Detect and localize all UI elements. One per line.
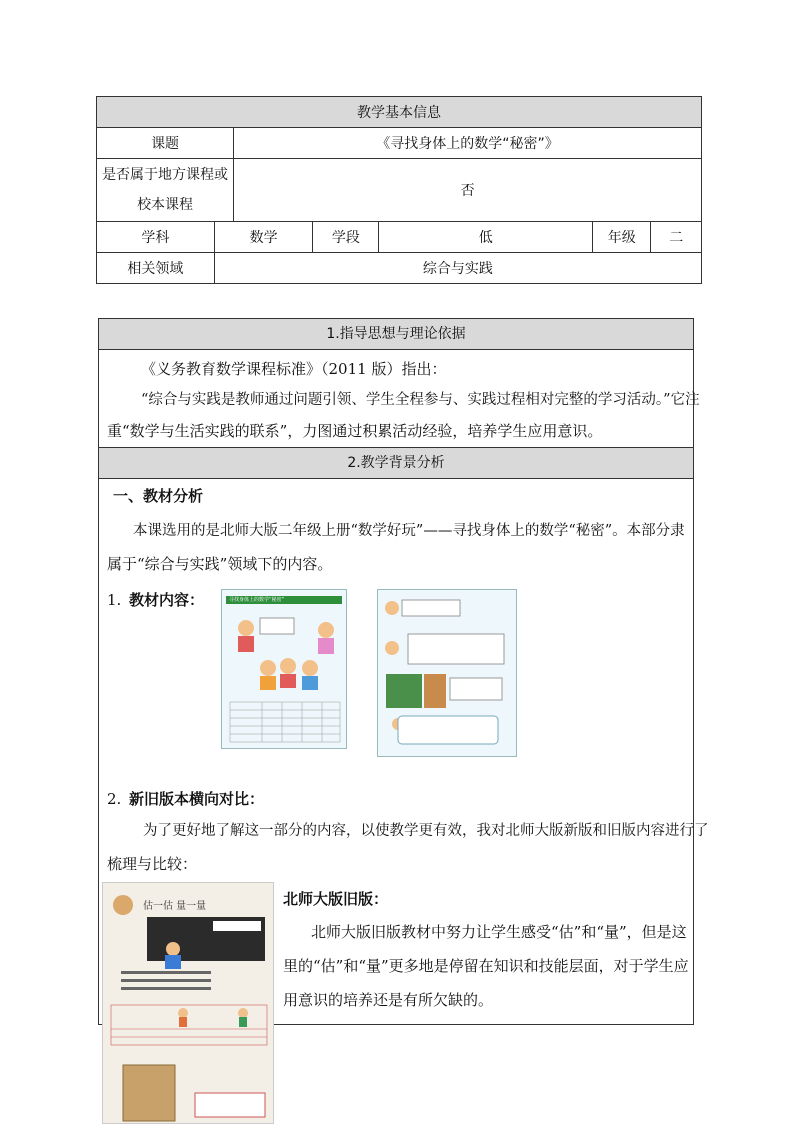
old-version-line3: 用意识的培养还是有所欠缺的。	[283, 991, 494, 1009]
item1-number: 1.	[107, 591, 122, 609]
item1-title: 教材内容：	[129, 591, 205, 609]
grade-value: 二	[651, 222, 702, 253]
old-version-line1: 北师大版旧版教材中努力让学生感受“估”和“量”，但是这	[311, 923, 687, 941]
basic-info-table	[96, 96, 702, 284]
section2-para2-line2: 梳理与比较：	[107, 855, 198, 873]
topic-value: 《寻找身体上的数学“秘密”》	[234, 128, 702, 159]
textbook-right-illustration	[378, 590, 516, 756]
section2-para1-line2: 属于“综合与实践”领域下的内容。	[107, 555, 333, 573]
item2-title: 新旧版本横向对比：	[129, 790, 265, 808]
textbook-left-title: 寻找身体上的数学“秘密”	[226, 596, 342, 604]
local-course-label-line1: 是否属于地方课程或	[102, 167, 229, 183]
textbook-page-right	[377, 589, 517, 757]
old-textbook-illustration	[103, 883, 273, 1123]
section2-heading: 一、教材分析	[113, 487, 204, 505]
stage-value: 低	[379, 222, 593, 253]
textbook-page-left	[221, 589, 347, 749]
table-header: 教学基本信息	[97, 97, 702, 128]
section1-title: 1.指导思想与理论依据	[99, 319, 693, 350]
local-course-value: 否	[234, 159, 702, 222]
old-textbook-photo	[102, 882, 274, 1124]
local-course-label	[97, 159, 234, 222]
section2-para1-line1: 本课选用的是北师大版二年级上册“数学好玩”——寻找身体上的数学“秘密”。本部分隶	[133, 523, 685, 539]
topic-label: 课题	[97, 128, 234, 159]
old-version-title: 北师大版旧版：	[283, 890, 389, 908]
subject-label: 学科	[97, 222, 215, 253]
section1-line1: 《义务教育数学课程标准》（2011 版）指出：	[141, 360, 447, 378]
old-textbook-title: 估一估 量一量	[143, 901, 207, 912]
field-value: 综合与实践	[214, 253, 701, 284]
textbook-left-illustration	[222, 604, 346, 744]
local-course-label-line2: 校本课程	[137, 197, 194, 213]
section2-para2-line1: 为了更好地了解这一部分的内容，以使教学更有效，我对北师大版新版和旧版内容进行了	[143, 823, 709, 839]
old-version-line2: 里的“估”和“量”更多地是停留在知识和技能层面，对于学生应	[283, 957, 689, 975]
section1-line3: 重“数学与生活实践的联系”，力图通过积累活动经验，培养学生应用意识。	[107, 422, 603, 440]
field-label: 相关领域	[97, 253, 215, 284]
stage-label: 学段	[313, 222, 379, 253]
subject-value: 数学	[214, 222, 313, 253]
section2-title: 2.教学背景分析	[99, 447, 693, 479]
item2-number: 2.	[107, 790, 122, 808]
section1-line2: “综合与实践是教师通过问题引领、学生全程参与、实践过程相对完整的学习活动。”它注	[141, 392, 700, 408]
grade-label: 年级	[593, 222, 651, 253]
